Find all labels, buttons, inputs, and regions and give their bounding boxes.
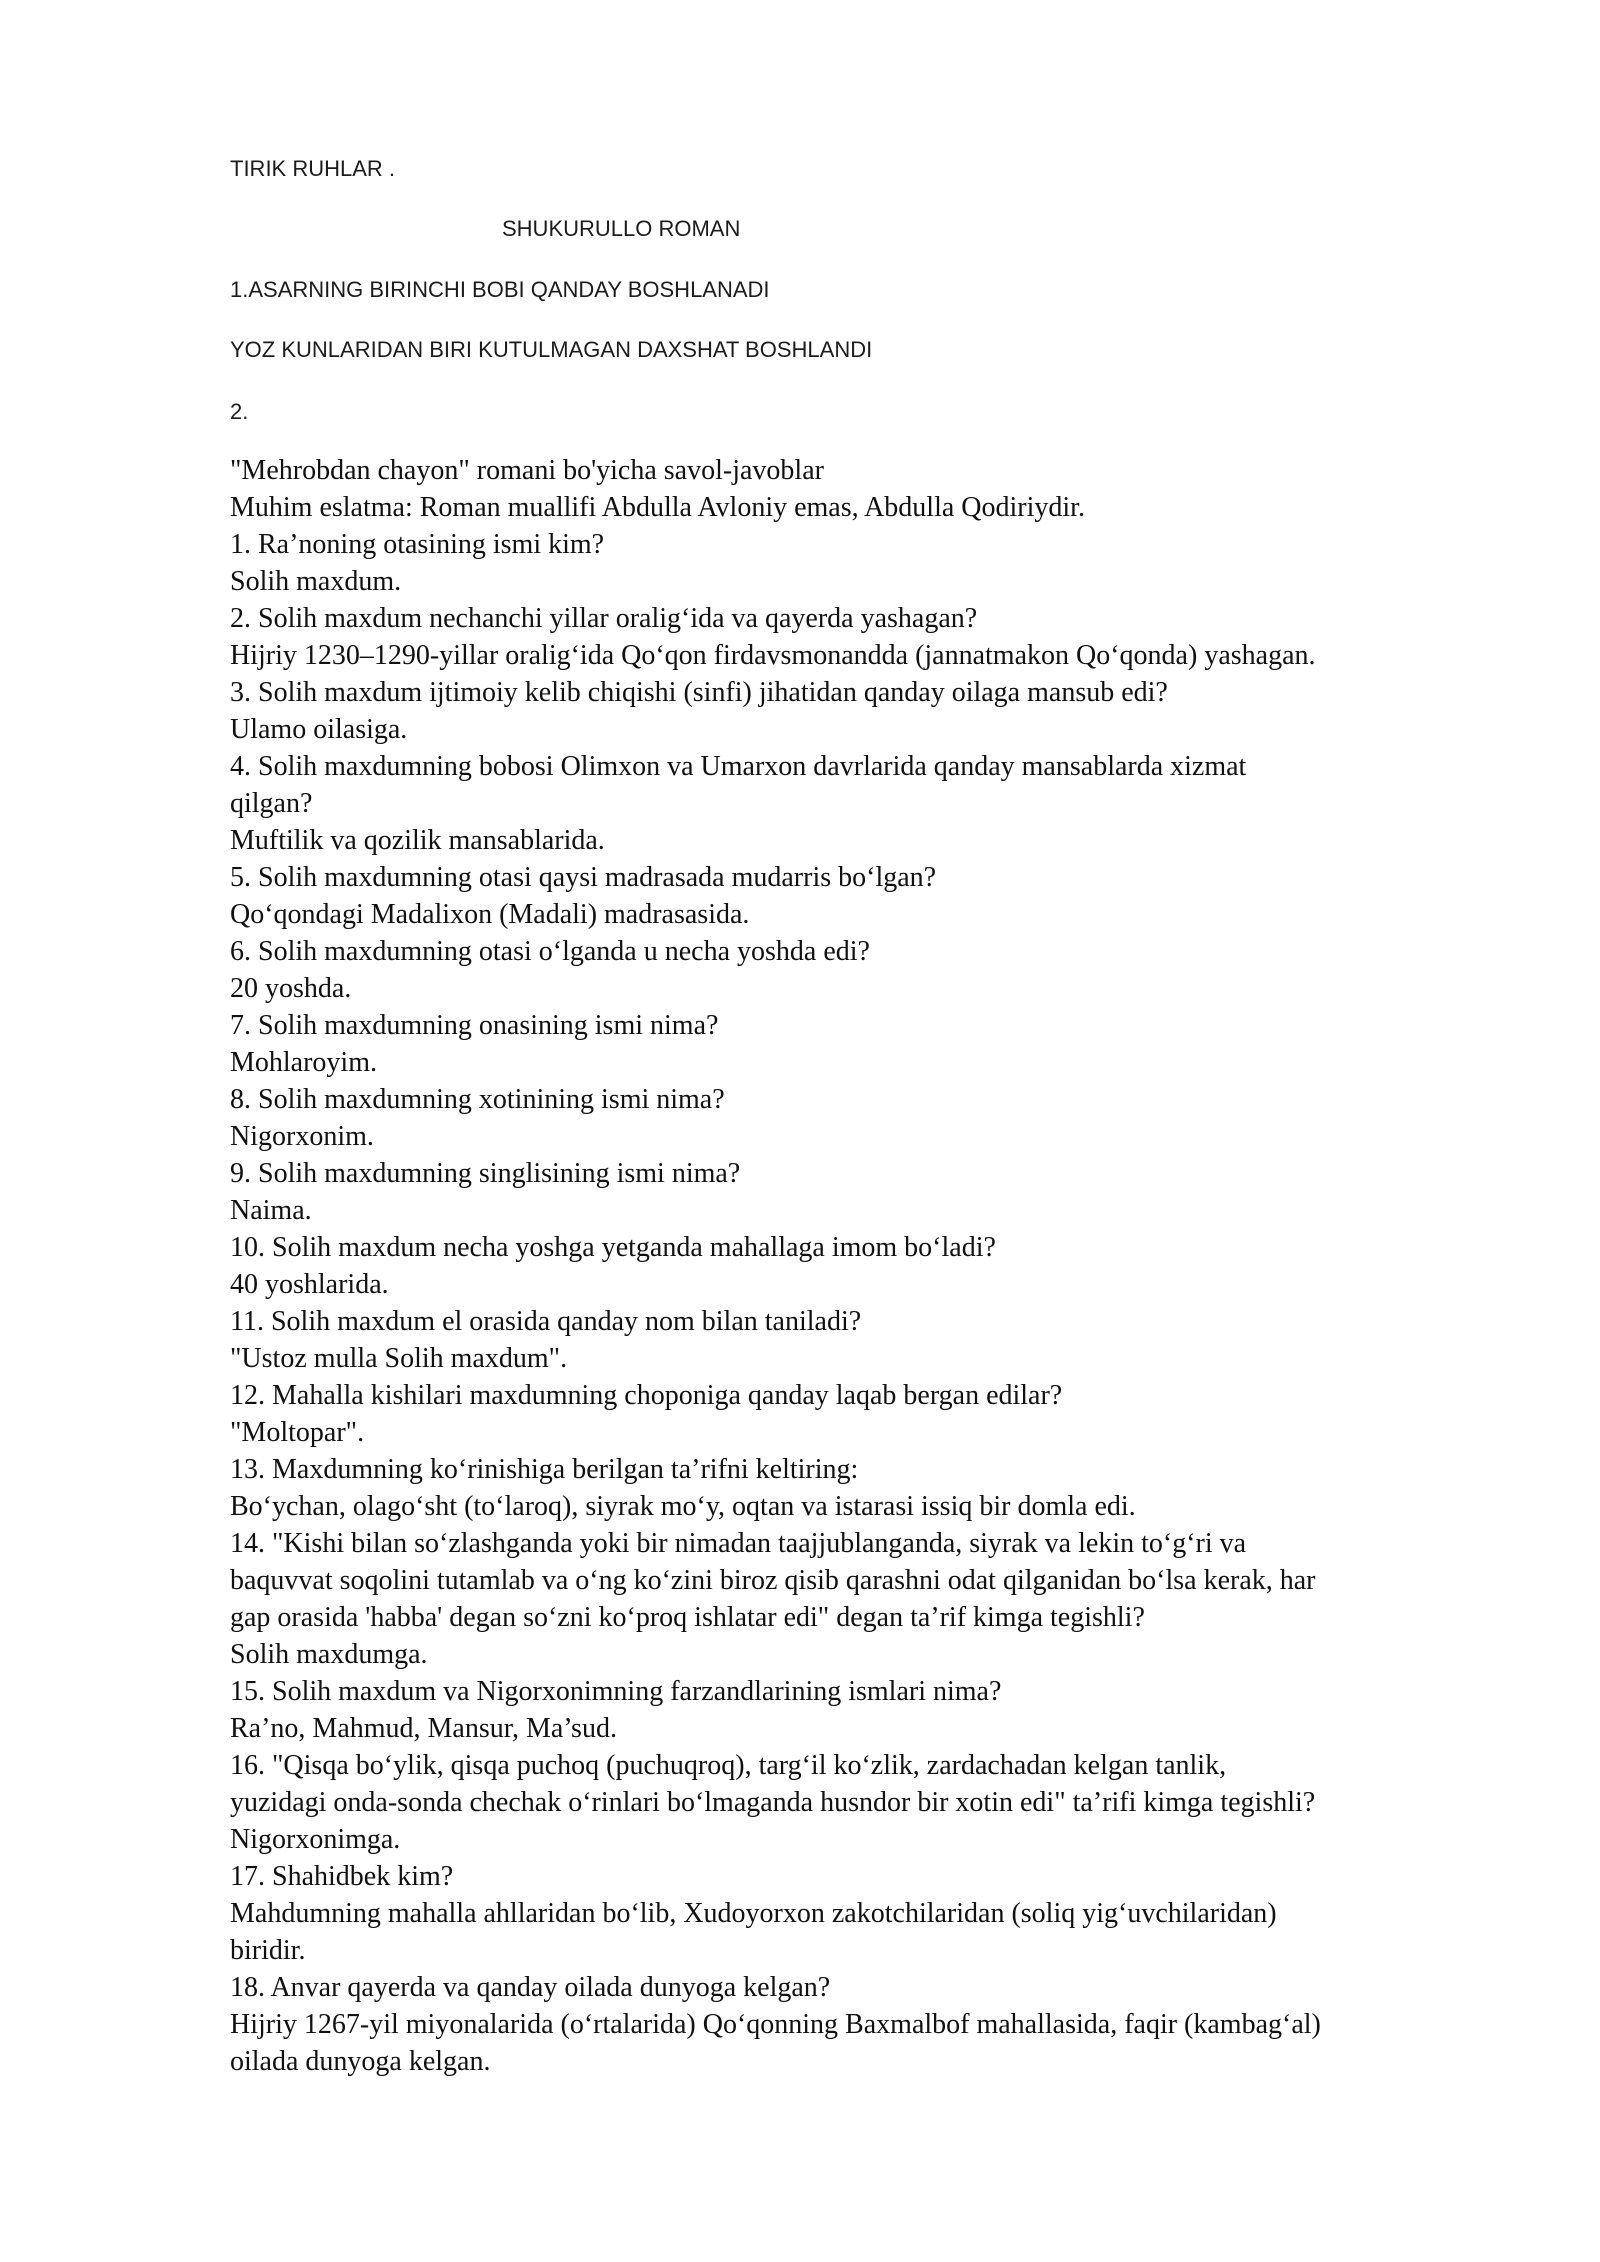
text-line: Bo‘ychan, olago‘sht (to‘laroq), siyrak mo‘y, oqtan va istarasi issiq bir domla edi. (230, 1491, 1136, 1522)
text-line: Solih maxdum. (230, 566, 402, 597)
text-line: 8. Solih maxdumning xotinining ismi nima? (230, 1084, 725, 1115)
text-line: yuzidagi onda-sonda chechak o‘rinlari bo‘lmaganda husndor bir xotin edi" ta’rifi kimga tegishli? (230, 1787, 1316, 1818)
text-line: 3. Solih maxdum ijtimoiy kelib chiqishi (sinfi) jihatidan qanday oilaga mansub edi? (230, 677, 1168, 708)
text-line: Ra’no, Mahmud, Mansur, Ma’sud. (230, 1713, 617, 1744)
text-line: Qo‘qondagi Madalixon (Madali) madrasasida. (230, 899, 750, 930)
text-line: Mohlaroyim. (230, 1047, 377, 1078)
text-line: 11. Solih maxdum el orasida qanday nom bilan taniladi? (230, 1306, 862, 1337)
text-line: 10. Solih maxdum necha yoshga yetganda mahallaga imom bo‘ladi? (230, 1232, 996, 1263)
first-question: 1.ASARNING BIRINCHI BOBI QANDAY BOSHLANADI (230, 277, 770, 302)
text-line: 20 yoshda. (230, 973, 352, 1004)
text-line: qilgan? (230, 788, 313, 819)
text-line: Hijriy 1267-yil miyonalarida (o‘rtalarida) Qo‘qonning Baxmalbof mahallasida, faqir (kambag‘al) (230, 2009, 1321, 2040)
text-line: Hijriy 1230–1290-yillar oralig‘ida Qo‘qon firdavsmonandda (jannatmakon Qo‘qonda) yashagan. (230, 640, 1316, 671)
text-line: "Ustoz mulla Solih maxdum". (230, 1343, 568, 1374)
second-number: 2. (230, 399, 249, 424)
text-line: 14. "Kishi bilan so‘zlashganda yoki bir nimadan taajjublanganda, siyrak va lekin to‘g‘ri va (230, 1528, 1247, 1559)
text-line: biridir. (230, 1935, 306, 1966)
text-line: baquvvat soqolini tutamlab va o‘ng ko‘zini biroz qisib qarashni odat qilganidan bo‘lsa kerak, har (230, 1565, 1316, 1596)
text-line: "Moltopar". (230, 1417, 365, 1448)
text-line: 13. Maxdumning ko‘rinishiga berilgan ta’rifni keltiring: (230, 1454, 859, 1485)
text-line: Solih maxdumga. (230, 1639, 428, 1670)
text-line: 18. Anvar qayerda va qanday oilada dunyoga kelgan? (230, 1972, 831, 2003)
author-line: SHUKURULLO ROMAN (502, 216, 741, 241)
text-line: Muhim eslatma: Roman muallifi Abdulla Avloniy emas, Abdulla Qodiriydir. (230, 492, 1085, 523)
text-line: Naima. (230, 1195, 312, 1226)
text-line: 15. Solih maxdum va Nigorxonimning farzandlarining ismlari nima? (230, 1676, 1002, 1707)
text-line: Nigorxonimga. (230, 1824, 401, 1855)
document-title: TIRIK RUHLAR . (230, 156, 396, 181)
text-line: 9. Solih maxdumning singlisining ismi nima? (230, 1158, 741, 1189)
text-line: oilada dunyoga kelgan. (230, 2046, 491, 2077)
text-line: 2. Solih maxdum nechanchi yillar oralig‘ida va qayerda yashagan? (230, 603, 978, 634)
text-line: 5. Solih maxdumning otasi qaysi madrasada mudarris bo‘lgan? (230, 862, 937, 893)
text-line: Nigorxonim. (230, 1121, 374, 1152)
qa-body (230, 452, 1530, 2080)
text-line: 4. Solih maxdumning bobosi Olimxon va Umarxon davrlarida qanday mansablarda xizmat (230, 751, 1247, 782)
first-answer: YOZ KUNLARIDAN BIRI KUTULMAGAN DAXSHAT BOSHLANDI (230, 337, 873, 362)
text-line: Muftilik va qozilik mansablarida. (230, 825, 605, 856)
text-line: 1. Ra’noning otasining ismi kim? (230, 529, 605, 560)
text-line: 16. "Qisqa bo‘ylik, qisqa puchoq (puchuqroq), targ‘il ko‘zlik, zardachadan kelgan tanlik, (230, 1750, 1227, 1781)
text-line: 17. Shahidbek kim? (230, 1861, 454, 1892)
text-line: 40 yoshlarida. (230, 1269, 389, 1300)
text-line: 7. Solih maxdumning onasining ismi nima? (230, 1010, 719, 1041)
text-line: Ulamo oilasiga. (230, 714, 408, 745)
text-line: gap orasida 'habba' degan so‘zni ko‘proq ishlatar edi" degan ta’rif kimga tegishli? (230, 1602, 1145, 1633)
text-line: Mahdumning mahalla ahllaridan bo‘lib, Xudoyorxon zakotchilaridan (soliq yig‘uvchilaridan) (230, 1898, 1277, 1929)
text-line: 6. Solih maxdumning otasi o‘lganda u necha yoshda edi? (230, 936, 870, 967)
text-line: 12. Mahalla kishilari maxdumning choponiga qanday laqab bergan edilar? (230, 1380, 1063, 1411)
text-line: "Mehrobdan chayon" romani bo'yicha savol-javoblar (230, 455, 824, 486)
